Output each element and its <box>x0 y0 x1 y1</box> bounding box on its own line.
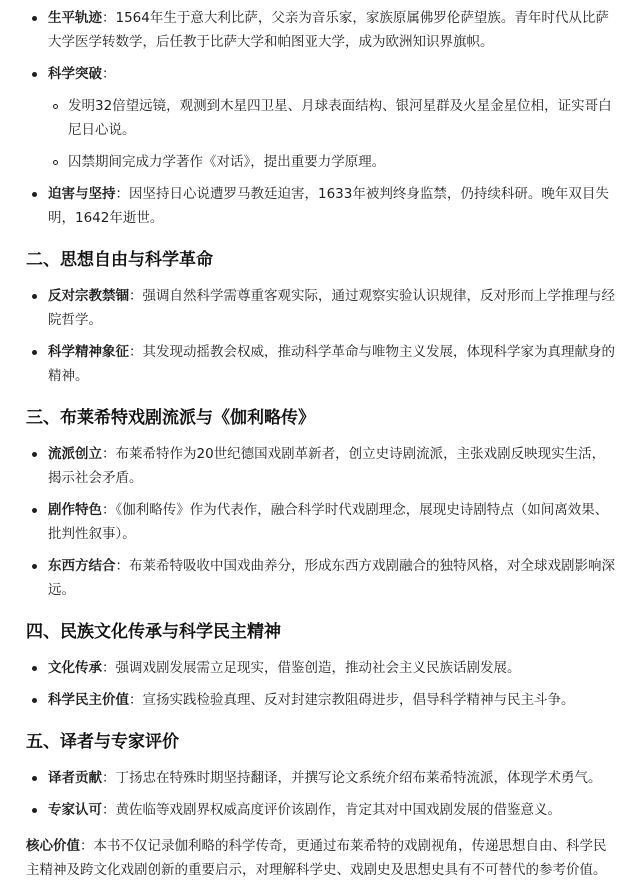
item-text: ：黄佐临等戏剧界权威高度评价该剧作，肯定其对中国戏剧发展的借鉴意义。 <box>102 802 561 818</box>
sub-item-text: 囚禁期间完成力学著作《对话》，提出重要力学原理。 <box>68 154 386 170</box>
bullet-icon <box>32 808 37 813</box>
item-label: 生平轨迹 <box>48 10 102 26</box>
list-item-breakthrough <box>26 62 618 86</box>
item-text: ：强调戏剧发展需立足现实，借鉴创造，推动社会主义民族话剧发展。 <box>102 660 521 676</box>
item-text: ： <box>102 66 116 82</box>
item-label: 科学民主价值 <box>48 692 129 708</box>
list-item-life <box>26 6 618 54</box>
section-heading: 五、译者与专家评价 <box>26 732 179 752</box>
list-item <box>26 656 618 680</box>
item-label: 迫害与坚持 <box>48 186 116 202</box>
item-label: 流派创立 <box>48 446 102 462</box>
item-label: 译者贡献 <box>48 770 102 786</box>
bullet-icon <box>32 192 37 197</box>
item-label: 东西方结合 <box>48 558 116 574</box>
item-text: ：其发现动摇教会权威，推动科学革命与唯物主义发展，体现科学家为真理献身的精神。 <box>48 344 615 384</box>
item-text: ：丁扬忠在特殊时期坚持翻译，并撰写论文系统介绍布莱希特流派，体现学术勇气。 <box>102 770 602 786</box>
item-label: 文化传承 <box>48 660 102 676</box>
sub-list-item <box>26 94 618 142</box>
section-heading: 三、布莱希特戏剧流派与《伽利略传》 <box>26 408 315 428</box>
bullet-icon <box>32 698 37 703</box>
hollow-bullet-icon <box>53 104 58 109</box>
list-item <box>26 442 618 490</box>
bullet-icon <box>32 776 37 781</box>
item-label: 反对宗教禁锢 <box>48 288 129 304</box>
summary-paragraph <box>26 834 618 882</box>
section-heading: 二、思想自由与科学革命 <box>26 250 213 270</box>
list-item-persecution <box>26 182 618 230</box>
item-text: ：布莱希特吸收中国戏曲养分，形成东西方戏剧融合的独特风格，对全球戏剧影响深远。 <box>48 558 615 598</box>
item-text: ：因坚持日心说遭罗马教廷迫害，1633年被判终身监禁，仍持续科研。晚年双目失明，1642年逝世。 <box>48 186 609 226</box>
item-text: ：强调自然科学需尊重客观实际，通过观察实验认识规律，反对形而上学推理与经院哲学。 <box>48 288 615 328</box>
list-item <box>26 498 618 546</box>
bullet-icon <box>32 508 37 513</box>
item-label: 剧作特色 <box>48 502 102 518</box>
bullet-icon <box>32 666 37 671</box>
summary-text: ：本书不仅记录伽利略的科学传奇，更通过布莱希特的戏剧视角，传递思想自由、科学民主精神及跨文化戏剧创新的重要启示，对理解科学史、戏剧史及思想史具有不可替代的参考价值。 <box>26 838 607 878</box>
list-item <box>26 340 618 388</box>
summary-label: 核心价值 <box>26 838 80 854</box>
bullet-icon <box>32 564 37 569</box>
bullet-icon <box>32 294 37 299</box>
item-text: ：1564年生于意大利比萨，父亲为音乐家，家族原属佛罗伦萨望族。青年时代从比萨大学医学转数学，后任教于比萨大学和帕图亚大学，成为欧洲知识界旗帜。 <box>48 10 609 50</box>
list-item <box>26 554 618 602</box>
bullet-icon <box>32 16 37 21</box>
sub-item-text: 发明32倍望远镜，观测到木星四卫星、月球表面结构、银河星群及火星金星位相，证实哥白尼日心说。 <box>68 98 612 138</box>
list-item <box>26 688 618 712</box>
item-label: 科学突破 <box>48 66 102 82</box>
item-label: 科学精神象征 <box>48 344 129 360</box>
list-item <box>26 798 618 822</box>
bullet-icon <box>32 350 37 355</box>
item-text: ：布莱希特作为20世纪德国戏剧革新者，创立史诗剧流派，主张戏剧反映现实生活，揭示社会矛盾。 <box>48 446 606 486</box>
hollow-bullet-icon <box>53 160 58 165</box>
bullet-icon <box>32 452 37 457</box>
list-item <box>26 766 618 790</box>
item-text: ：《伽利略传》作为代表作，融合科学时代戏剧理念，展现史诗剧特点（如间离效果、批判性叙事）。 <box>48 502 609 542</box>
list-item <box>26 284 618 332</box>
item-text: ：宣扬实践检验真理、反对封建宗教阻碍进步，倡导科学精神与民主斗争。 <box>129 692 575 708</box>
item-label: 专家认可 <box>48 802 102 818</box>
bullet-icon <box>32 72 37 77</box>
sub-list-item <box>26 150 618 174</box>
section-heading: 四、民族文化传承与科学民主精神 <box>26 622 281 642</box>
